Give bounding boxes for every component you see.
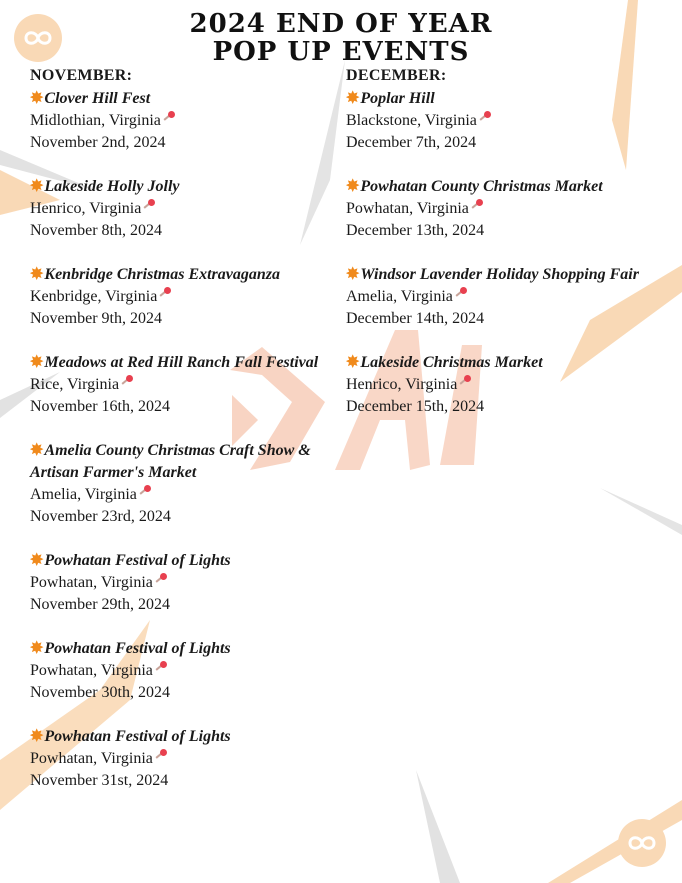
event-item	[30, 88, 330, 154]
sparkle-burst-icon: ✸	[30, 354, 44, 371]
november-column	[30, 66, 330, 814]
pushpin-icon	[159, 287, 171, 299]
event-item	[30, 550, 330, 616]
pushpin-icon	[139, 485, 151, 497]
event-date: November 30th, 2024	[30, 684, 170, 701]
event-location: Amelia, Virginia	[30, 486, 137, 503]
november-event-list	[30, 88, 330, 792]
event-name-line	[30, 550, 330, 572]
event-name: Poplar Hill	[360, 90, 435, 107]
event-item	[346, 352, 646, 418]
december-event-list	[346, 88, 646, 418]
sparkle-burst-icon: ✸	[346, 178, 360, 195]
event-item	[30, 440, 330, 528]
event-location-line	[30, 374, 330, 396]
event-location-line	[30, 484, 330, 506]
event-location: Powhatan, Virginia	[30, 574, 153, 591]
event-name-line	[30, 726, 330, 748]
event-item	[346, 176, 646, 242]
event-name: Powhatan Festival of Lights	[44, 640, 231, 657]
event-location: Henrico, Virginia	[346, 376, 458, 393]
event-item	[30, 176, 330, 242]
event-name: Windsor Lavender Holiday Shopping Fair	[360, 266, 639, 283]
november-heading: NOVEMBER:	[30, 67, 133, 84]
page-title	[0, 10, 682, 66]
pushpin-icon	[121, 375, 133, 387]
event-location: Midlothian, Virginia	[30, 112, 161, 129]
event-name-line	[346, 264, 646, 286]
event-location-line	[30, 286, 330, 308]
event-location: Powhatan, Virginia	[346, 200, 469, 217]
event-name: Lakeside Holly Jolly	[44, 178, 180, 195]
event-location-line	[30, 660, 330, 682]
sparkle-burst-icon: ✸	[30, 442, 44, 459]
event-location: Blackstone, Virginia	[346, 112, 477, 129]
event-item	[30, 638, 330, 704]
event-name-line	[30, 440, 330, 484]
event-name-line	[346, 176, 646, 198]
event-name: Clover Hill Fest	[44, 90, 151, 107]
event-date: November 16th, 2024	[30, 398, 170, 415]
pushpin-icon	[155, 749, 167, 761]
event-name-line	[30, 264, 330, 286]
event-location-line	[346, 110, 646, 132]
event-date: December 15th, 2024	[346, 398, 485, 415]
event-name-line	[346, 352, 646, 374]
event-location: Powhatan, Virginia	[30, 662, 153, 679]
pushpin-icon	[479, 111, 491, 123]
event-item	[346, 264, 646, 330]
event-location: Henrico, Virginia	[30, 200, 142, 217]
pushpin-icon	[455, 287, 467, 299]
event-name: Powhatan Festival of Lights	[44, 552, 231, 569]
event-date: December 7th, 2024	[346, 134, 477, 151]
sparkle-burst-icon: ✸	[30, 728, 44, 745]
event-location-line	[30, 198, 330, 220]
pushpin-icon	[155, 661, 167, 673]
event-name: Powhatan County Christmas Market	[360, 178, 603, 195]
event-name: Meadows at Red Hill Ranch Fall Festival	[44, 354, 319, 371]
pushpin-icon	[155, 573, 167, 585]
december-column	[346, 66, 646, 440]
event-name: Kenbridge Christmas Extravaganza	[44, 266, 281, 283]
event-date: December 13th, 2024	[346, 222, 485, 239]
event-date: December 14th, 2024	[346, 310, 485, 327]
sparkle-burst-icon: ✸	[30, 552, 44, 569]
event-name: Amelia County Christmas Craft Show & Artisan Farmer's Market	[30, 442, 311, 481]
event-date: November 8th, 2024	[30, 222, 162, 239]
event-name-line	[30, 88, 330, 110]
event-name-line	[30, 638, 330, 660]
event-item	[30, 264, 330, 330]
event-item	[30, 352, 330, 418]
title-line-1: 2024 END OF YEAR	[189, 9, 493, 39]
pushpin-icon	[471, 199, 483, 211]
event-name: Lakeside Christmas Market	[360, 354, 543, 371]
event-location: Amelia, Virginia	[346, 288, 453, 305]
event-location: Rice, Virginia	[30, 376, 120, 393]
event-location-line	[30, 110, 330, 132]
sparkle-burst-icon: ✸	[346, 266, 360, 283]
december-heading: DECEMBER:	[346, 67, 447, 84]
event-date: November 31st, 2024	[30, 772, 169, 789]
event-location-line	[30, 572, 330, 594]
event-name-line	[346, 88, 646, 110]
pushpin-icon	[163, 111, 175, 123]
event-name: Powhatan Festival of Lights	[44, 728, 231, 745]
event-location-line	[30, 748, 330, 770]
pushpin-icon	[143, 199, 155, 211]
event-date: November 29th, 2024	[30, 596, 170, 613]
sparkle-burst-icon: ✸	[346, 354, 360, 371]
event-item	[346, 88, 646, 154]
event-name-line	[30, 352, 330, 374]
event-name-line	[30, 176, 330, 198]
event-location-line	[346, 374, 646, 396]
title-line-2: POP UP EVENTS	[212, 37, 470, 67]
sparkle-burst-icon: ✸	[30, 90, 44, 107]
sparkle-burst-icon: ✸	[346, 90, 360, 107]
sparkle-burst-icon: ✸	[30, 178, 44, 195]
event-location: Kenbridge, Virginia	[30, 288, 158, 305]
event-date: November 23rd, 2024	[30, 508, 171, 525]
sparkle-burst-icon: ✸	[30, 266, 44, 283]
pushpin-icon	[459, 375, 471, 387]
event-item	[30, 726, 330, 792]
event-location: Powhatan, Virginia	[30, 750, 153, 767]
event-location-line	[346, 286, 646, 308]
sparkle-burst-icon: ✸	[30, 640, 44, 657]
event-date: November 2nd, 2024	[30, 134, 166, 151]
event-location-line	[346, 198, 646, 220]
event-date: November 9th, 2024	[30, 310, 162, 327]
